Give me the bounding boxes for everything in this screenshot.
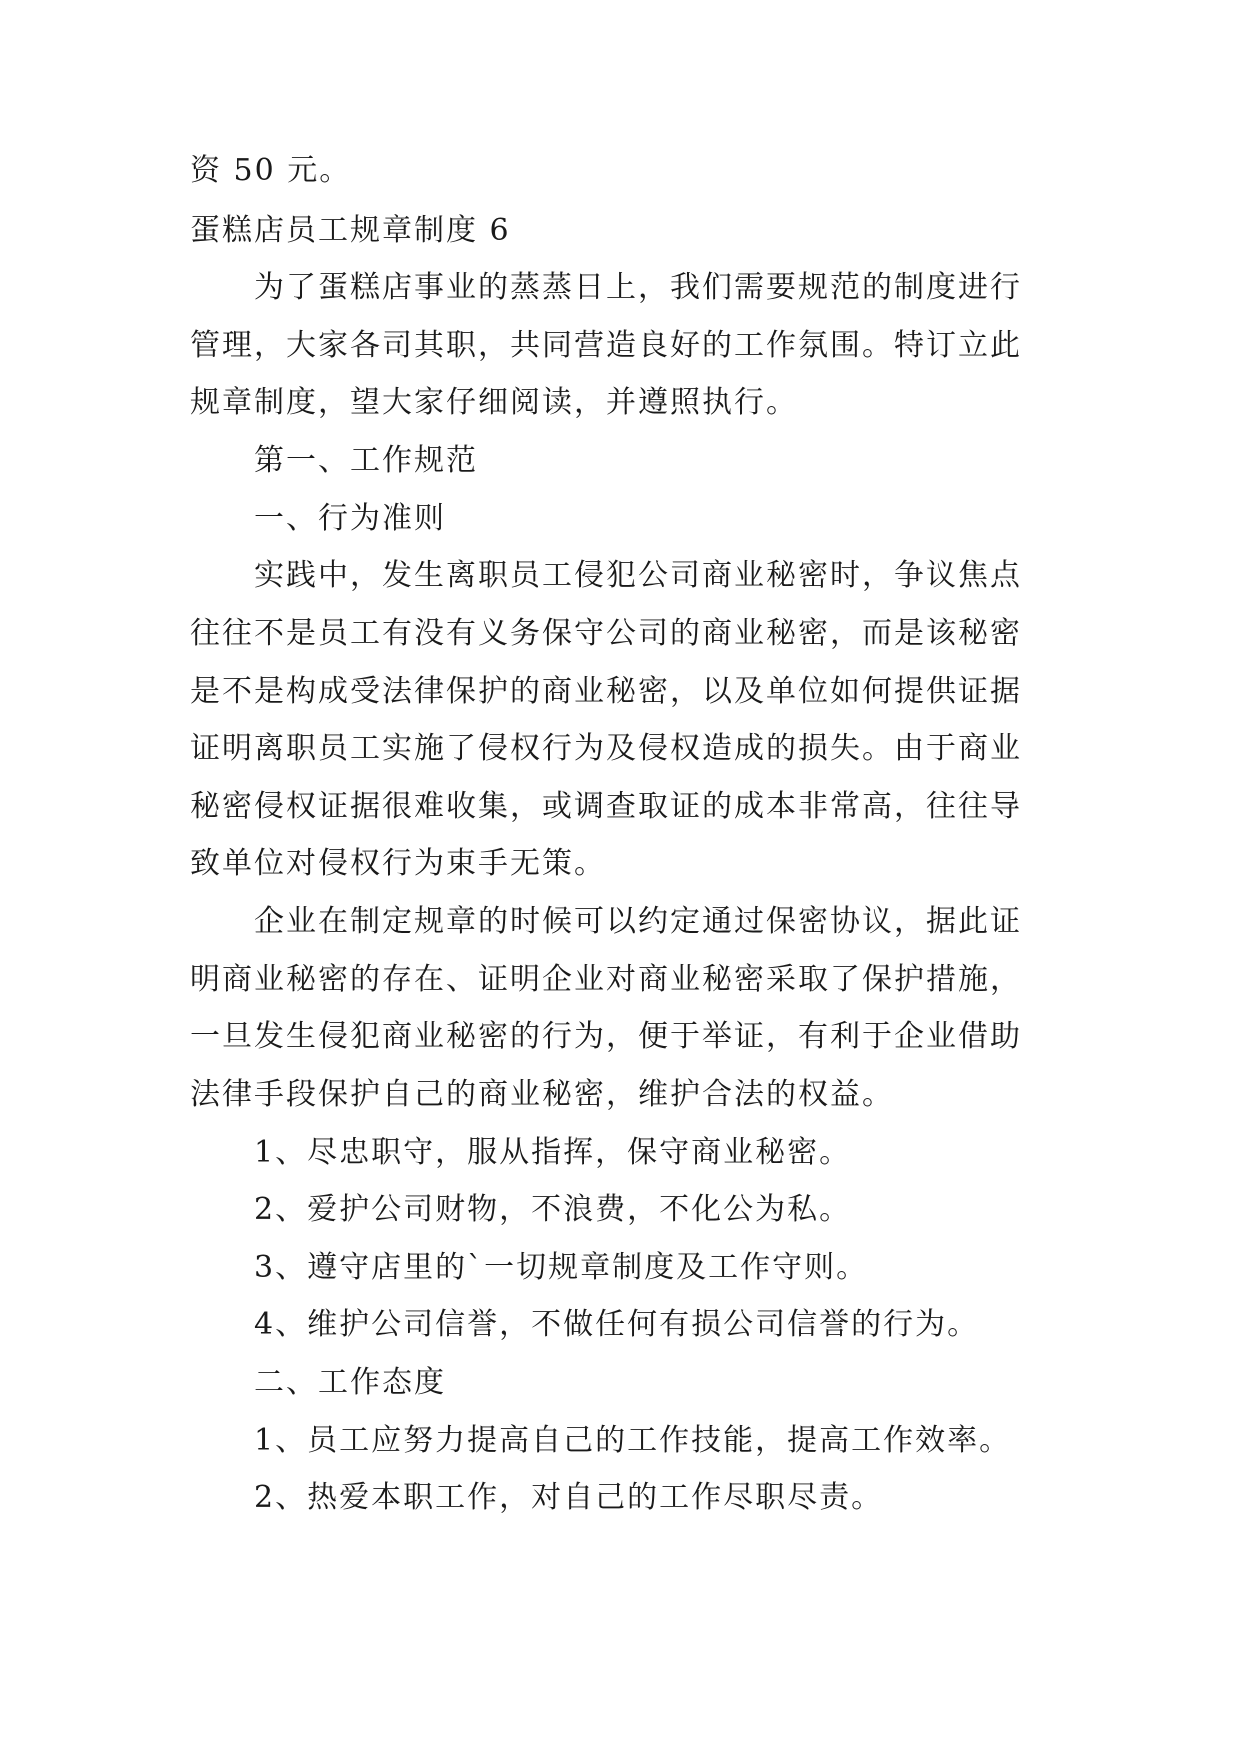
list-item: 4、维护公司信誉，不做任何有损公司信誉的行为。	[254, 1307, 980, 1342]
text-line: 秘密侵权证据很难收集，或调查取证的成本非常高，往往导	[190, 789, 1022, 824]
heading: 一、行为准则	[254, 501, 446, 536]
list-item: 2、爱护公司财物，不浪费，不化公为私。	[254, 1192, 852, 1227]
text-line: 资 50 元。	[190, 153, 352, 188]
text-line: 是不是构成受法律保护的商业秘密，以及单位如何提供证据	[190, 674, 1022, 709]
list-item: 1、尽忠职守，服从指挥，保守商业秘密。	[254, 1135, 852, 1170]
list-item: 1、员工应努力提高自己的工作技能，提高工作效率。	[254, 1423, 1012, 1458]
section-title: 蛋糕店员工规章制度 6	[190, 213, 511, 248]
text-line: 为了蛋糕店事业的蒸蒸日上，我们需要规范的制度进行	[254, 270, 1022, 305]
text-line: 管理，大家各司其职，共同营造良好的工作氛围。特订立此	[190, 328, 1022, 363]
text-line: 明商业秘密的存在、证明企业对商业秘密采取了保护措施，	[190, 962, 1022, 997]
text-line: 企业在制定规章的时候可以约定通过保密协议，据此证	[254, 904, 1022, 939]
text-line: 致单位对侵权行为束手无策。	[190, 846, 606, 881]
text-line: 实践中，发生离职员工侵犯公司商业秘密时，争议焦点	[254, 558, 1022, 593]
list-item: 3、遵守店里的`一切规章制度及工作守则。	[254, 1250, 869, 1285]
heading: 第一、工作规范	[254, 443, 478, 478]
list-item: 2、热爱本职工作，对自己的工作尽职尽责。	[254, 1480, 884, 1515]
text-line: 证明离职员工实施了侵权行为及侵权造成的损失。由于商业	[190, 731, 1022, 766]
text-line: 法律手段保护自己的商业秘密，维护合法的权益。	[190, 1077, 894, 1112]
text-line: 一旦发生侵犯商业秘密的行为，便于举证，有利于企业借助	[190, 1019, 1022, 1054]
heading: 二、工作态度	[254, 1365, 446, 1400]
text-line: 规章制度，望大家仔细阅读，并遵照执行。	[190, 385, 798, 420]
text-line: 往往不是员工有没有义务保守公司的商业秘密，而是该秘密	[190, 616, 1022, 651]
